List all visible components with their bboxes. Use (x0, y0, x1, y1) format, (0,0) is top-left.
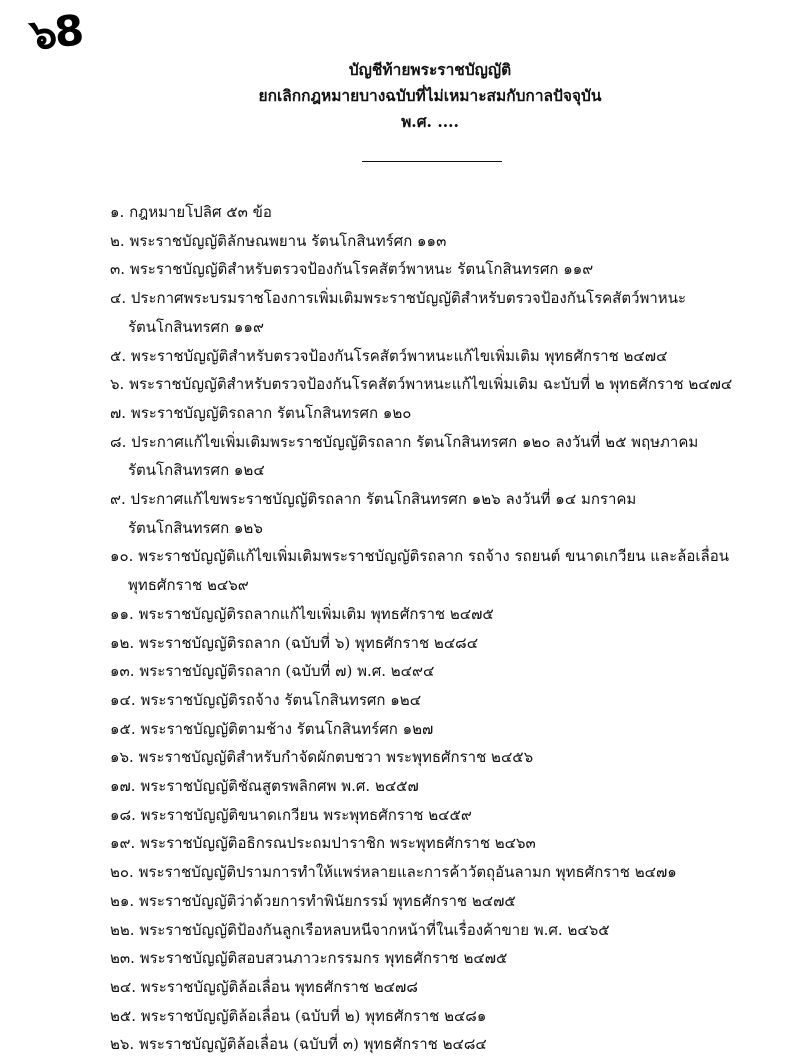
list-item-number: ๑๖. (110, 748, 134, 767)
list-item-number: ๑๕. (110, 719, 136, 738)
list-item-number: ๗. (110, 403, 127, 422)
list-item (110, 715, 790, 744)
list-item-text: พระราชบัญญัติสำหรับกำจัดผักตบชวา พระพุทธศักราช ๒๔๕๖ (138, 748, 534, 767)
list-item-number: ๘. (110, 432, 127, 451)
list-item-text: พระราชบัญญัติสำหรับตรวจป้องกันโรคสัตว์พาหนะแก้ไขเพิ่มเติม ฉะบับที่ ๒ พุทธศักราช ๒๔๗๔ (129, 375, 733, 394)
list-item-text: พระราชบัญญัติแก้ไขเพิ่มเติมพระราชบัญญัติรถลาก รถจ้าง รถยนต์ ขนาดเกวียน และล้อเลื่อน (138, 547, 729, 566)
list-item-text: พระราชบัญญัติอธิกรณประถมปาราชิก พระพุทธศักราช ๒๔๖๓ (140, 834, 536, 853)
list-item (110, 600, 790, 629)
handwritten-page-number: ๖8 (27, 5, 85, 60)
list-item-number: ๒๓. (110, 949, 135, 968)
header-subtitle: ยกเลิกกฎหมายบางฉบับที่ไม่เหมาะสมกับกาลปัจจุบัน (258, 86, 602, 105)
list-item-number: ๒๔. (110, 977, 137, 996)
list-item-text: พระราชบัญญัติลักษณพยาน รัตนโกสินทร์ศก ๑๑๓ (129, 231, 447, 250)
list-item-number: ๑๓. (110, 662, 135, 681)
list-item (110, 399, 790, 428)
list-item-text: พระราชบัญญัติล้อเลื่อน พุทธศักราช ๒๔๗๘ (140, 977, 418, 996)
list-item-number: ๓. (110, 260, 126, 279)
list-item (110, 858, 790, 887)
list-item-number: ๑๙. (110, 834, 136, 853)
list-item (110, 342, 790, 371)
list-item-number: ๕. (110, 346, 127, 365)
list-item-text: พระราชบัญญัติชัณสูตรพลิกศพ พ.ศ. ๒๔๕๗ (140, 777, 419, 796)
list-item (110, 1002, 790, 1031)
list-item-text: ประกาศแก้ไขเพิ่มเติมพระราชบัญญัติรถลาก รัตนโกสินทรศก ๑๒๐ ลงวันที่ ๒๕ พฤษภาคม (131, 432, 699, 451)
list-item-number: ๒๕. (110, 1006, 137, 1025)
list-item-number: ๑. (110, 203, 125, 221)
list-item-text: พระราชบัญญัติล้อเลื่อน (ฉบับที่ ๓) พุทธศักราช ๒๔๘๔ (138, 1035, 487, 1054)
list-item-continuation: พุทธศักราช ๒๔๖๙ (128, 576, 249, 595)
list-item-number: ๑๔. (110, 690, 136, 709)
list-item (110, 485, 790, 542)
list-item (110, 944, 790, 973)
list-item-number: ๖. (110, 375, 125, 394)
list-item-continuation: รัตนโกสินทรศก ๑๑๙ (128, 317, 264, 336)
list-item-continuation: รัตนโกสินทรศก ๑๒๖ (128, 518, 263, 537)
list-item (110, 542, 790, 599)
list-item (110, 801, 790, 830)
list-item (110, 887, 790, 916)
list-item-text: กฎหมายโปลิศ ๕๓ ข้อ (129, 203, 272, 221)
list-item-text: ประกาศพระบรมราชโองการเพิ่มเติมพระราชบัญญัติสำหรับตรวจป้องกันโรคสัตว์พาหนะ (130, 289, 687, 308)
list-item (110, 743, 790, 772)
list-item-text: พระราชบัญญัติสอบสวนภาวะกรรมกร พุทธศักราช ๒๔๗๕ (139, 949, 508, 968)
list-item (110, 428, 790, 485)
list-item-number: ๑๐. (110, 547, 134, 566)
list-item-number: ๔. (110, 289, 127, 308)
list-item-text: พระราชบัญญัติรถลาก (ฉบับที่ ๖) พุทธศักราช ๒๔๘๔ (138, 633, 479, 652)
law-list (110, 198, 790, 1059)
list-item-text: พระราชบัญญัติปรามการทำให้แพร่หลายและการค้าวัตถุอันลามก พุทธศักราช ๒๔๗๑ (138, 863, 677, 882)
list-item-number: ๑๒. (110, 633, 135, 652)
list-item (110, 198, 790, 227)
list-item-number: ๒๖. (110, 1035, 135, 1054)
list-item-text: พระราชบัญญัติสำหรับตรวจป้องกันโรคสัตว์พาหนะ รัตนโกสินทรศก ๑๑๙ (129, 260, 594, 279)
header-title: บัญชีท้ายพระราชบัญญัติ (348, 60, 512, 79)
list-item-number: ๑๘. (110, 805, 136, 824)
list-item-text: พระราชบัญญัติรถลาก (ฉบับที่ ๗) พ.ศ. ๒๔๙๔ (139, 662, 435, 681)
list-item-number: ๙. (110, 490, 126, 509)
list-item-text: พระราชบัญญัติรถลาก รัตนโกสินทรศก ๑๒๐ (130, 403, 412, 422)
list-item-number: ๑๑. (110, 604, 134, 623)
list-item (110, 916, 790, 945)
list-item (110, 772, 790, 801)
list-item-text: พระราชบัญญัติรถจ้าง รัตนโกสินทรศก ๑๒๔ (140, 690, 422, 709)
list-item-number: ๒๒. (110, 920, 135, 939)
list-item (110, 284, 790, 341)
list-item-text: พระราชบัญญัติตามช้าง รัตนโกสินทร์ศก ๑๒๗ (140, 719, 434, 738)
list-item (110, 973, 790, 1002)
list-item-number: ๒๐. (110, 863, 134, 882)
list-item-text: พระราชบัญญัติขนาดเกวียน พระพุทธศักราช ๒๔๕๙ (140, 805, 472, 824)
list-item-number: ๒๑. (110, 891, 135, 910)
list-item-text: พระราชบัญญัติสำหรับตรวจป้องกันโรคสัตว์พาหนะแก้ไขเพิ่มเติม พุทธศักราช ๒๔๗๔ (130, 346, 668, 365)
list-item (110, 370, 790, 399)
list-item (110, 629, 790, 658)
list-item (110, 657, 790, 686)
list-item-text: พระราชบัญญัติล้อเลื่อน (ฉบับที่ ๒) พุทธศักราช ๒๔๘๑ (140, 1006, 487, 1025)
list-item (110, 686, 790, 715)
list-item-text: พระราชบัญญัติว่าด้วยการทำพินัยกรรม์ พุทธศักราช ๒๔๗๕ (138, 891, 516, 910)
list-item-number: ๒. (110, 231, 125, 250)
list-item-continuation: รัตนโกสินทรศก ๑๒๔ (128, 461, 265, 480)
list-item-text: พระราชบัญญัติรถลากแก้ไขเพิ่มเติม พุทธศักราช ๒๔๗๕ (138, 604, 494, 623)
list-item-number: ๑๗. (110, 777, 136, 796)
header-divider (362, 161, 502, 162)
document-header (0, 57, 800, 135)
list-item-text: ประกาศแก้ไขพระราชบัญญัติรถลาก รัตนโกสินทรศก ๑๒๖ ลงวันที่ ๑๔ มกราคม (130, 490, 637, 509)
header-year: พ.ศ. .... (401, 112, 459, 131)
list-item (110, 227, 790, 256)
list-item (110, 829, 790, 858)
list-item-text: พระราชบัญญัติป้องกันลูกเรือหลบหนีจากหน้าที่ในเรื่องค้าขาย พ.ศ. ๒๔๖๕ (139, 920, 610, 939)
list-item (110, 255, 790, 284)
